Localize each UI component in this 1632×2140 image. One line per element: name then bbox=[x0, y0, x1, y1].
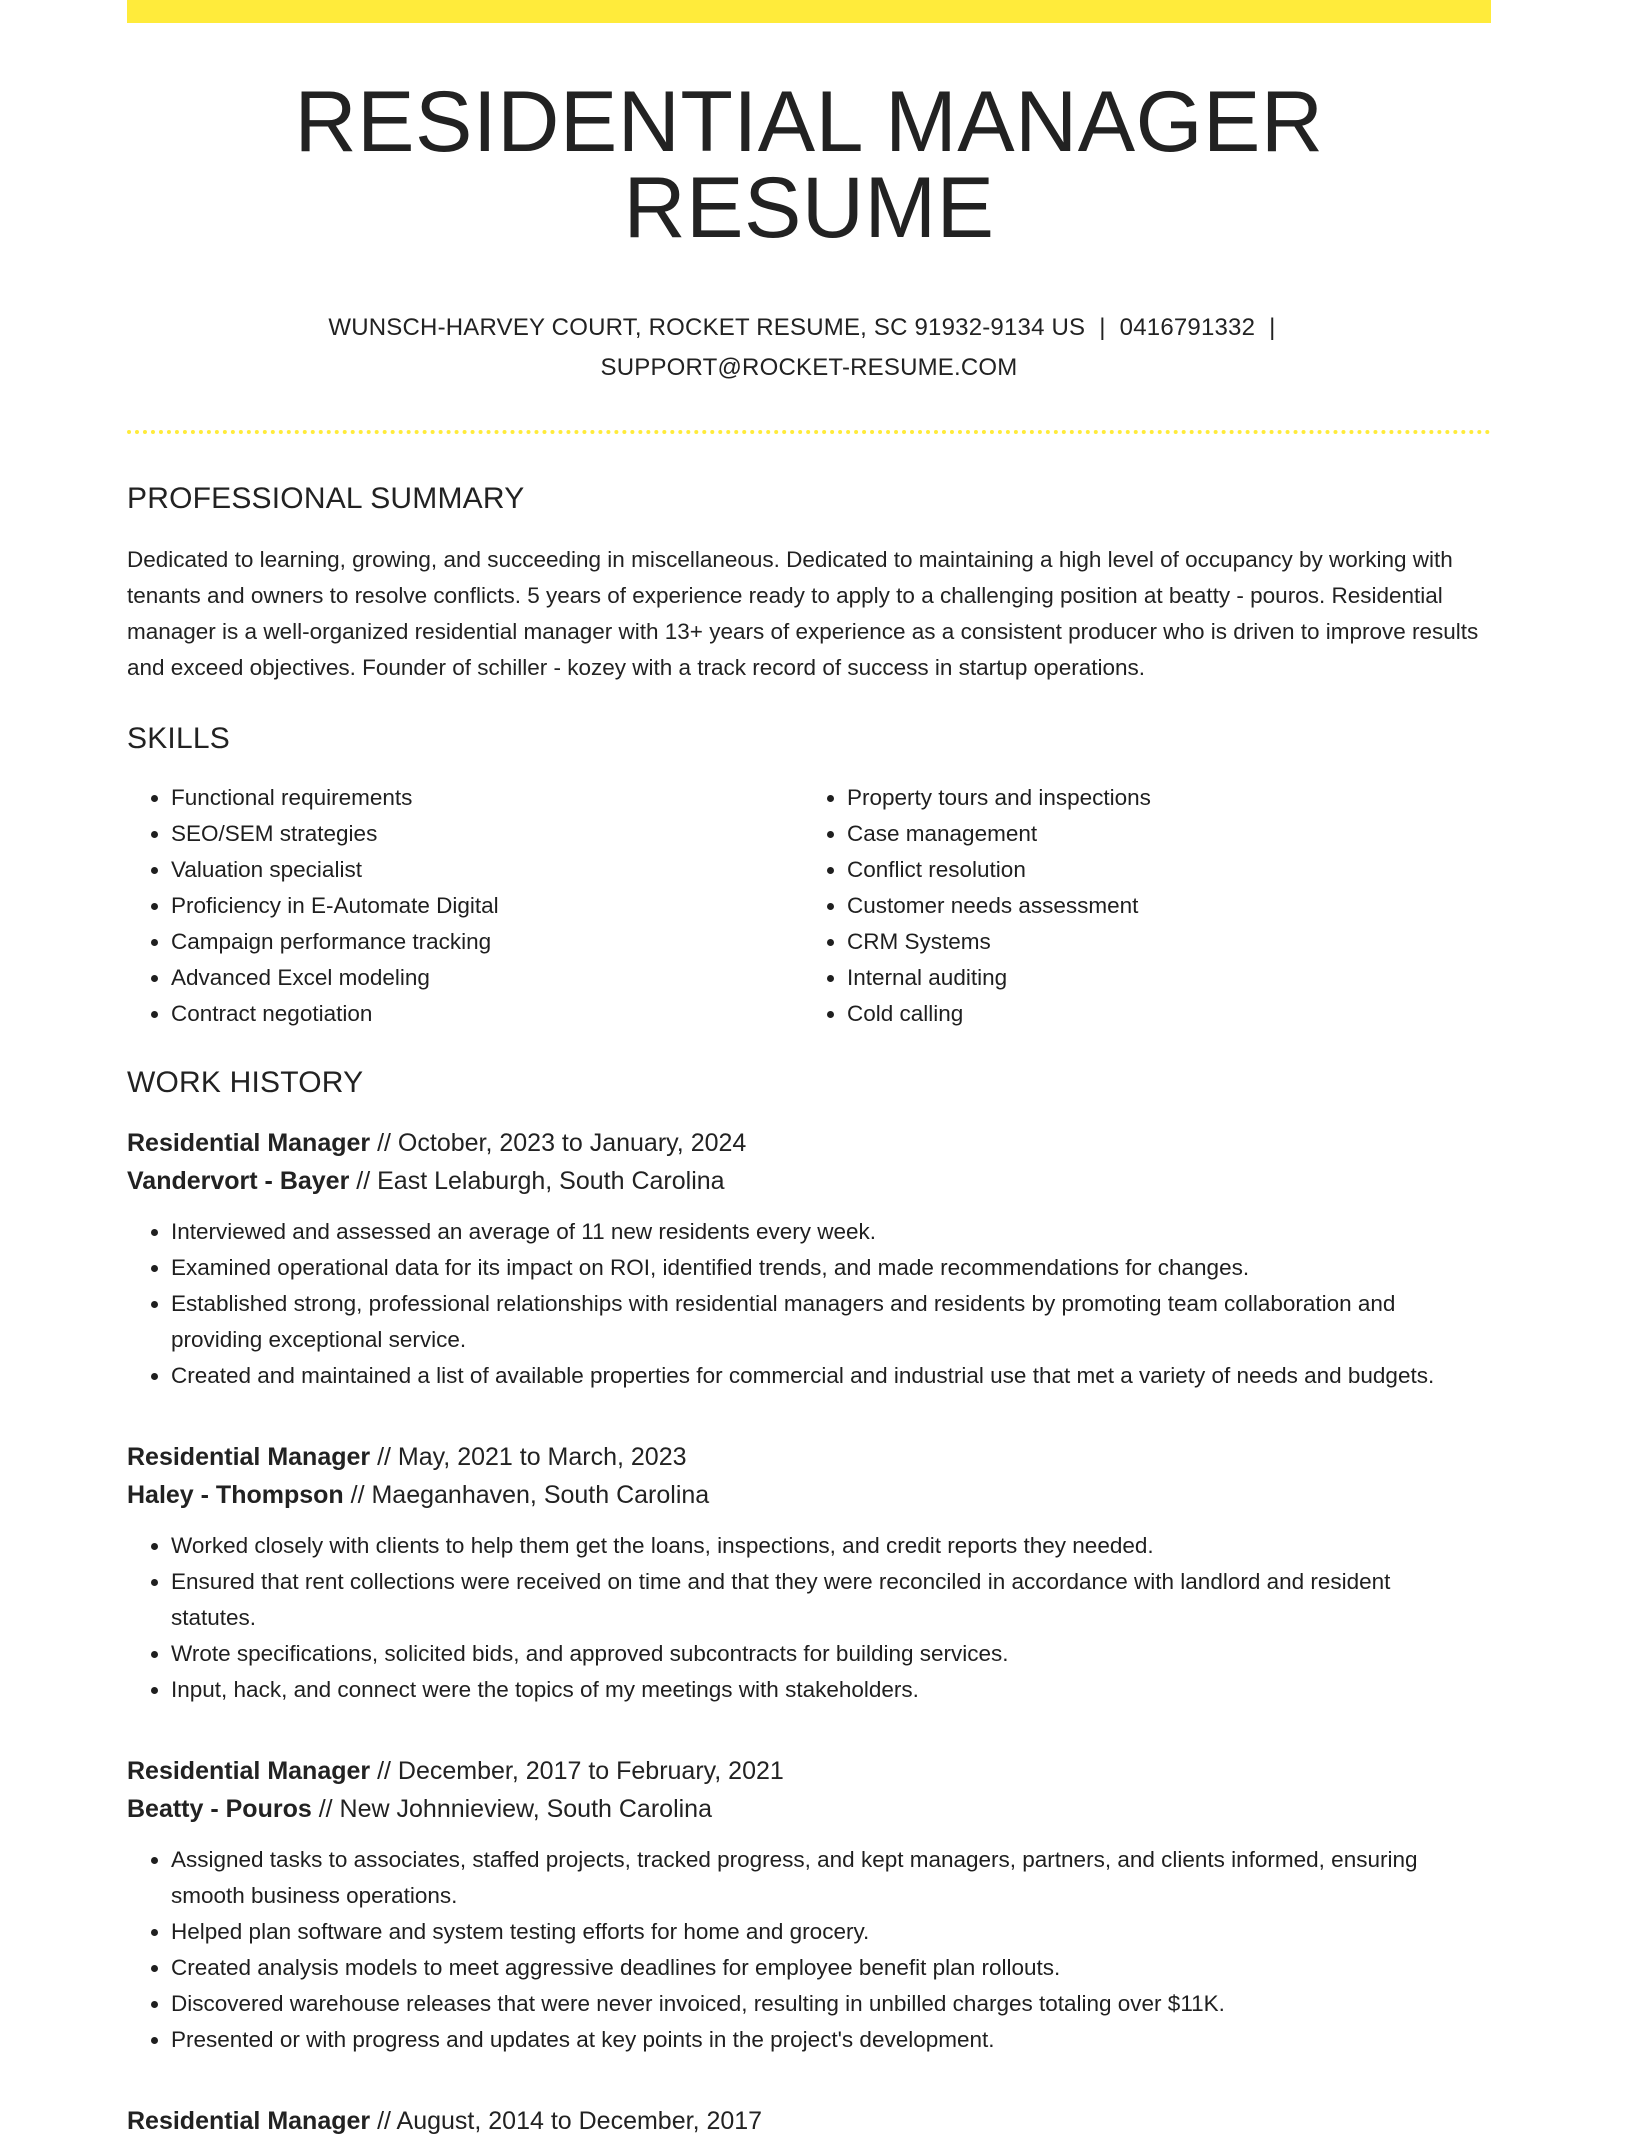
skill-item: • CRM Systems bbox=[847, 924, 1477, 960]
summary-text: Dedicated to learning, growing, and succeeding in miscellaneous. Dedicated to maintaining a high level of occupancy by working with tenants and owners to resolve conflicts. 5 years of experience ready to apply to a challenging position at beatty - pouros. Residential manager is a well-organized residential manager with 13+ years of experience as a consistent producer who is driven to improve results and exceed objectives. Founder of schiller - kozey with a track record of success in startup operations. bbox=[127, 547, 1479, 680]
skills-column-1 bbox=[127, 780, 801, 1032]
job-dates: // December, 2017 to February, 2021 bbox=[370, 1757, 784, 1785]
job-entry bbox=[127, 1124, 1491, 1394]
skill-item: • Internal auditing bbox=[847, 960, 1477, 996]
work-history-heading: WORK HISTORY bbox=[127, 1066, 364, 1099]
job-bullet: • Discovered warehouse releases that were never invoiced, resulting in unbilled charges totaling over $11K. bbox=[171, 1986, 1491, 2022]
skill-item: • Contract negotiation bbox=[171, 996, 801, 1032]
job-company: Beatty - Pouros bbox=[127, 1795, 312, 1823]
skill-item: • Valuation specialist bbox=[171, 852, 801, 888]
job-company-line bbox=[127, 1476, 1491, 1514]
job-dates: // August, 2014 to December, 2017 bbox=[370, 2107, 763, 2135]
job-bullet: • Created analysis models to meet aggressive deadlines for employee benefit plan rollouts. bbox=[171, 1950, 1491, 1986]
job-title: Residential Manager bbox=[127, 1757, 371, 1785]
contact-email: SUPPORT@ROCKET-RESUME.COM bbox=[600, 354, 1018, 381]
contact-phone: 0416791332 bbox=[1119, 314, 1256, 341]
job-title-line bbox=[127, 1438, 1491, 1476]
job-dates: // May, 2021 to March, 2023 bbox=[370, 1443, 687, 1471]
job-bullet: • Input, hack, and connect were the topics of my meetings with stakeholders. bbox=[171, 1672, 1491, 1708]
skill-item: • Cold calling bbox=[847, 996, 1477, 1032]
job-location: // Maeganhaven, South Carolina bbox=[343, 1481, 710, 1509]
resume-page bbox=[127, 0, 1491, 2135]
job-bullet: • Wrote specifications, solicited bids, and approved subcontracts for building services. bbox=[171, 1636, 1491, 1672]
skill-item: • SEO/SEM strategies bbox=[171, 816, 801, 852]
skill-item: • Property tours and inspections bbox=[847, 780, 1477, 816]
job-title-line bbox=[127, 2102, 1491, 2140]
summary-heading: PROFESSIONAL SUMMARY bbox=[127, 482, 525, 515]
job-bullets bbox=[127, 1842, 1491, 2058]
accent-top-bar bbox=[127, 0, 1491, 23]
skill-item: • Functional requirements bbox=[171, 780, 801, 816]
job-bullet: • Interviewed and assessed an average of 11 new residents every week. bbox=[171, 1214, 1491, 1250]
job-bullet: • Presented or with progress and updates at key points in the project's development. bbox=[171, 2022, 1491, 2058]
job-company: Haley - Thompson bbox=[127, 1481, 344, 1509]
skill-item: • Customer needs assessment bbox=[847, 888, 1477, 924]
job-location: // East Lelaburgh, South Carolina bbox=[349, 1167, 725, 1195]
contact-separator: | bbox=[1269, 314, 1276, 341]
job-bullet: • Created and maintained a list of available properties for commercial and industrial use that met a variety of needs and budgets. bbox=[171, 1358, 1491, 1394]
job-bullet: • Established strong, professional relationships with residential managers and residents by promoting team collaboration and providing exceptional service. bbox=[171, 1286, 1491, 1358]
job-location: // New Johnnieview, South Carolina bbox=[311, 1795, 712, 1823]
job-bullet: • Assigned tasks to associates, staffed projects, tracked progress, and kept managers, partners, and clients informed, ensuring smooth business operations. bbox=[171, 1842, 1491, 1914]
job-entry bbox=[127, 2102, 1491, 2140]
job-company-line bbox=[127, 1162, 1491, 1200]
job-bullets bbox=[127, 1214, 1491, 1394]
job-title: Residential Manager bbox=[127, 2107, 371, 2135]
skill-item: • Case management bbox=[847, 816, 1477, 852]
contact-separator: | bbox=[1099, 314, 1106, 341]
skill-item: • Proficiency in E-Automate Digital bbox=[171, 888, 801, 924]
skill-item: • Campaign performance tracking bbox=[171, 924, 801, 960]
job-bullet: • Ensured that rent collections were received on time and that they were reconciled in accordance with landlord and resident statutes. bbox=[171, 1564, 1491, 1636]
job-title-line bbox=[127, 1752, 1491, 1790]
skills-list bbox=[127, 780, 1491, 1032]
skill-item: • Advanced Excel modeling bbox=[171, 960, 801, 996]
dotted-divider bbox=[127, 430, 1491, 434]
contact-address: WUNSCH-HARVEY COURT, ROCKET RESUME, SC 91932-9134 US bbox=[328, 314, 1086, 341]
skills-heading: SKILLS bbox=[127, 722, 230, 755]
job-entry bbox=[127, 1438, 1491, 1708]
job-bullets bbox=[127, 1528, 1491, 1708]
job-bullet: • Examined operational data for its impact on ROI, identified trends, and made recommendations for changes. bbox=[171, 1250, 1491, 1286]
resume-title: RESIDENTIAL MANAGER RESUME bbox=[294, 74, 1324, 256]
job-company: Vandervort - Bayer bbox=[127, 1167, 350, 1195]
job-dates: // October, 2023 to January, 2024 bbox=[370, 1129, 747, 1157]
job-title-line bbox=[127, 1124, 1491, 1162]
job-company-line bbox=[127, 1790, 1491, 1828]
contact-info bbox=[127, 308, 1491, 388]
job-entry bbox=[127, 1752, 1491, 2058]
skills-column-2 bbox=[801, 780, 1477, 1032]
job-title: Residential Manager bbox=[127, 1129, 371, 1157]
job-title: Residential Manager bbox=[127, 1443, 371, 1471]
skill-item: • Conflict resolution bbox=[847, 852, 1477, 888]
job-bullet: • Helped plan software and system testing efforts for home and grocery. bbox=[171, 1914, 1491, 1950]
job-bullet: • Worked closely with clients to help them get the loans, inspections, and credit reports they needed. bbox=[171, 1528, 1491, 1564]
